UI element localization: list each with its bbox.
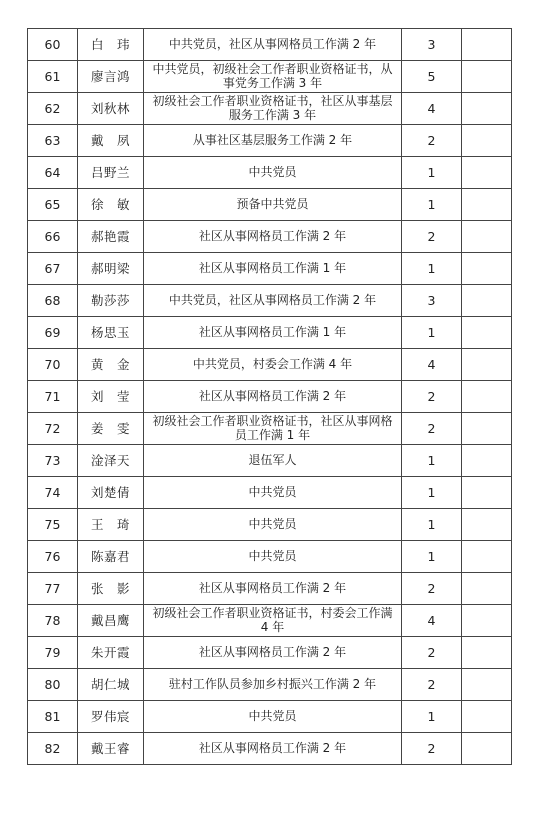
row-number: 66 [28,221,78,253]
qualification-text: 中共党员，村委会工作满 4 年 [144,349,402,381]
score-value: 2 [402,413,462,445]
score-value: 1 [402,253,462,285]
person-name: 陈嘉君 [78,541,144,573]
qualification-text: 初级社会工作者职业资格证书，社区从事基层服务工作满 3 年 [144,93,402,125]
table-row [28,349,512,381]
table-row [28,605,512,637]
qualification-text: 预备中共党员 [144,189,402,221]
person-name: 戴 夙 [78,125,144,157]
person-name: 张 影 [78,573,144,605]
row-number: 81 [28,701,78,733]
qualification-text: 社区从事网格员工作满 2 年 [144,637,402,669]
row-number: 73 [28,445,78,477]
table-row [28,637,512,669]
remark-cell [462,381,512,413]
person-name: 胡仁城 [78,669,144,701]
score-value: 4 [402,93,462,125]
table-row [28,573,512,605]
person-name: 戴王睿 [78,733,144,765]
qualification-text: 中共党员，初级社会工作者职业资格证书，从事党务工作满 3 年 [144,61,402,93]
row-number: 77 [28,573,78,605]
remark-cell [462,541,512,573]
score-value: 2 [402,381,462,413]
remark-cell [462,509,512,541]
row-number: 72 [28,413,78,445]
person-name: 戴昌鹰 [78,605,144,637]
remark-cell [462,221,512,253]
remark-cell [462,477,512,509]
row-number: 71 [28,381,78,413]
person-name: 姜 雯 [78,413,144,445]
row-number: 67 [28,253,78,285]
remark-cell [462,605,512,637]
row-number: 63 [28,125,78,157]
score-value: 1 [402,477,462,509]
table-row [28,509,512,541]
remark-cell [462,733,512,765]
qualification-text: 中共党员 [144,477,402,509]
qualification-text: 退伍军人 [144,445,402,477]
person-name: 罗伟宸 [78,701,144,733]
remark-cell [462,61,512,93]
table-row [28,253,512,285]
candidate-score-table [27,28,512,765]
table-row [28,477,512,509]
person-name: 刘楚倩 [78,477,144,509]
person-name: 勒莎莎 [78,285,144,317]
table-row [28,61,512,93]
score-value: 1 [402,317,462,349]
qualification-text: 中共党员 [144,701,402,733]
table-row [28,733,512,765]
qualification-text: 中共党员 [144,509,402,541]
remark-cell [462,445,512,477]
qualification-text: 社区从事网格员工作满 2 年 [144,221,402,253]
row-number: 64 [28,157,78,189]
row-number: 74 [28,477,78,509]
person-name: 吕野兰 [78,157,144,189]
person-name: 郝明梁 [78,253,144,285]
score-value: 2 [402,125,462,157]
table-row [28,381,512,413]
remark-cell [462,93,512,125]
score-value: 1 [402,157,462,189]
qualification-text: 中共党员 [144,541,402,573]
person-name: 黄 金 [78,349,144,381]
row-number: 62 [28,93,78,125]
table-row [28,701,512,733]
qualification-text: 社区从事网格员工作满 2 年 [144,733,402,765]
qualification-text: 驻村工作队员参加乡村振兴工作满 2 年 [144,669,402,701]
qualification-text: 中共党员，社区从事网格员工作满 2 年 [144,29,402,61]
row-number: 75 [28,509,78,541]
remark-cell [462,253,512,285]
table-row [28,669,512,701]
score-value: 2 [402,669,462,701]
table-row [28,29,512,61]
table-row [28,445,512,477]
row-number: 68 [28,285,78,317]
person-name: 刘 莹 [78,381,144,413]
person-name: 朱开霞 [78,637,144,669]
qualification-text: 中共党员，社区从事网格员工作满 2 年 [144,285,402,317]
row-number: 80 [28,669,78,701]
score-value: 1 [402,701,462,733]
remark-cell [462,285,512,317]
score-value: 2 [402,637,462,669]
person-name: 刘秋林 [78,93,144,125]
qualification-text: 初级社会工作者职业资格证书，社区从事网格员工作满 1 年 [144,413,402,445]
remark-cell [462,317,512,349]
score-value: 1 [402,445,462,477]
row-number: 82 [28,733,78,765]
person-name: 郝艳霞 [78,221,144,253]
person-name: 杨思玉 [78,317,144,349]
row-number: 65 [28,189,78,221]
row-number: 76 [28,541,78,573]
table-row [28,541,512,573]
row-number: 61 [28,61,78,93]
person-name: 廖言鸿 [78,61,144,93]
score-value: 3 [402,285,462,317]
table-row [28,221,512,253]
qualification-text: 社区从事网格员工作满 2 年 [144,381,402,413]
score-value: 5 [402,61,462,93]
qualification-text: 初级社会工作者职业资格证书，村委会工作满 4 年 [144,605,402,637]
score-value: 2 [402,573,462,605]
remark-cell [462,669,512,701]
table-row [28,317,512,349]
remark-cell [462,413,512,445]
score-value: 4 [402,349,462,381]
table-row [28,189,512,221]
score-value: 4 [402,605,462,637]
remark-cell [462,573,512,605]
row-number: 60 [28,29,78,61]
qualification-text: 社区从事网格员工作满 1 年 [144,317,402,349]
person-name: 淦泽天 [78,445,144,477]
remark-cell [462,157,512,189]
qualification-text: 从事社区基层服务工作满 2 年 [144,125,402,157]
score-value: 3 [402,29,462,61]
table-row [28,125,512,157]
table-row [28,413,512,445]
qualification-text: 社区从事网格员工作满 1 年 [144,253,402,285]
remark-cell [462,125,512,157]
person-name: 徐 敏 [78,189,144,221]
table-row [28,285,512,317]
score-value: 1 [402,509,462,541]
person-name: 王 琦 [78,509,144,541]
row-number: 70 [28,349,78,381]
qualification-text: 中共党员 [144,157,402,189]
row-number: 79 [28,637,78,669]
score-value: 1 [402,541,462,573]
remark-cell [462,349,512,381]
remark-cell [462,29,512,61]
person-name: 白 玮 [78,29,144,61]
remark-cell [462,701,512,733]
score-value: 2 [402,221,462,253]
score-value: 2 [402,733,462,765]
remark-cell [462,189,512,221]
remark-cell [462,637,512,669]
row-number: 69 [28,317,78,349]
qualification-text: 社区从事网格员工作满 2 年 [144,573,402,605]
score-value: 1 [402,189,462,221]
table-row [28,93,512,125]
table-body [28,29,512,765]
table-row [28,157,512,189]
row-number: 78 [28,605,78,637]
